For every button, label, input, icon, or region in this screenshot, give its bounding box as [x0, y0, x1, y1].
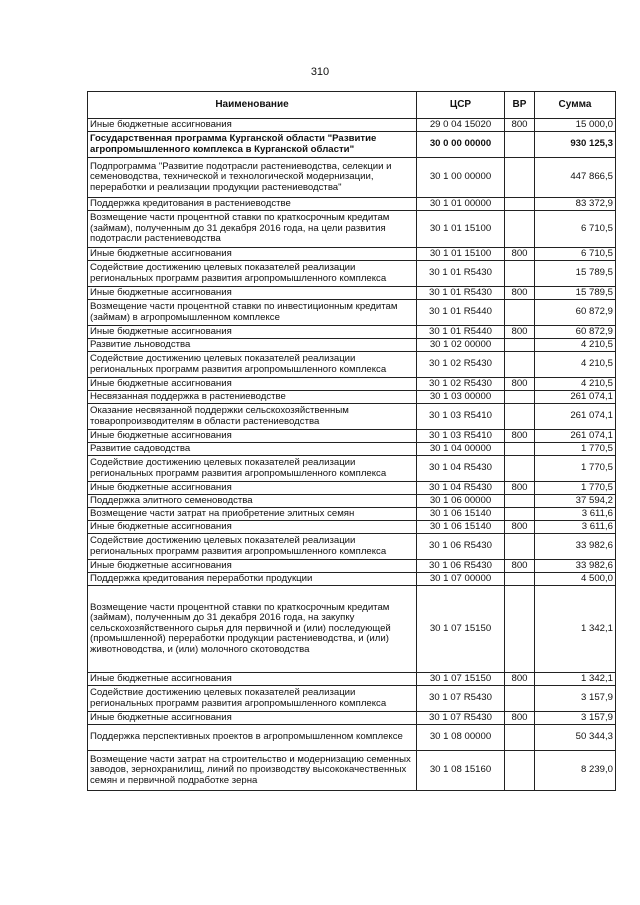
table-row — [88, 573, 616, 586]
table-row — [88, 339, 616, 352]
table-body — [88, 119, 616, 791]
name-cell: Развитие садоводства — [88, 443, 417, 456]
name-cell: Иные бюджетные ассигнования — [88, 248, 417, 261]
name-cell: Подпрограмма "Развитие подотрасли растениеводства, селекции и семеноводства, технической и технологической модернизации, переработки и реализации продукции растениеводства" — [88, 158, 417, 198]
vr-cell — [505, 751, 535, 791]
table-row — [88, 456, 616, 482]
csr-cell: 30 1 01 R5440 — [417, 300, 505, 326]
csr-cell: 30 1 03 R5410 — [417, 404, 505, 430]
csr-cell: 30 1 02 R5430 — [417, 352, 505, 378]
name-cell: Иные бюджетные ассигнования — [88, 560, 417, 573]
table-row — [88, 495, 616, 508]
sum-cell: 4 500,0 — [535, 573, 616, 586]
sum-cell: 8 239,0 — [535, 751, 616, 791]
vr-cell: 800 — [505, 248, 535, 261]
sum-cell: 50 344,3 — [535, 725, 616, 751]
csr-cell: 30 1 03 R5410 — [417, 430, 505, 443]
csr-cell: 30 1 08 00000 — [417, 725, 505, 751]
csr-cell: 30 1 01 R5430 — [417, 287, 505, 300]
csr-cell: 30 1 07 00000 — [417, 573, 505, 586]
vr-cell — [505, 443, 535, 456]
table-row — [88, 430, 616, 443]
budget-table — [87, 91, 616, 791]
sum-cell: 6 710,5 — [535, 211, 616, 248]
csr-cell: 30 1 02 00000 — [417, 339, 505, 352]
sum-cell: 261 074,1 — [535, 404, 616, 430]
sum-cell: 930 125,3 — [535, 132, 616, 158]
table-row — [88, 686, 616, 712]
name-cell: Поддержка кредитования в растениеводстве — [88, 198, 417, 211]
sum-cell: 6 710,5 — [535, 248, 616, 261]
sum-cell: 3 157,9 — [535, 686, 616, 712]
vr-cell: 800 — [505, 712, 535, 725]
vr-cell: 800 — [505, 521, 535, 534]
sum-cell: 4 210,5 — [535, 339, 616, 352]
vr-cell: 800 — [505, 287, 535, 300]
csr-cell: 30 1 01 15100 — [417, 248, 505, 261]
vr-cell — [505, 211, 535, 248]
table-row — [88, 352, 616, 378]
vr-cell: 800 — [505, 326, 535, 339]
csr-cell: 29 0 04 15020 — [417, 119, 505, 132]
table-row — [88, 751, 616, 791]
vr-cell — [505, 495, 535, 508]
vr-cell: 800 — [505, 482, 535, 495]
csr-cell: 30 1 01 R5430 — [417, 261, 505, 287]
name-cell: Содействие достижению целевых показателей реализации региональных программ развития агропромышленного комплекса — [88, 261, 417, 287]
name-cell: Поддержка кредитования переработки продукции — [88, 573, 417, 586]
header-sum: Сумма — [535, 92, 616, 119]
csr-cell: 30 1 06 15140 — [417, 521, 505, 534]
sum-cell: 1 770,5 — [535, 443, 616, 456]
table-row — [88, 119, 616, 132]
table-row — [88, 261, 616, 287]
sum-cell: 83 372,9 — [535, 198, 616, 211]
sum-cell: 15 000,0 — [535, 119, 616, 132]
vr-cell: 800 — [505, 378, 535, 391]
csr-cell: 30 1 04 00000 — [417, 443, 505, 456]
sum-cell: 37 594,2 — [535, 495, 616, 508]
name-cell: Иные бюджетные ассигнования — [88, 326, 417, 339]
table-header-row — [88, 92, 616, 119]
csr-cell: 30 1 01 00000 — [417, 198, 505, 211]
sum-cell: 3 611,6 — [535, 521, 616, 534]
vr-cell — [505, 198, 535, 211]
csr-cell: 30 1 06 R5430 — [417, 560, 505, 573]
sum-cell: 15 789,5 — [535, 287, 616, 300]
table-row — [88, 443, 616, 456]
sum-cell: 33 982,6 — [535, 560, 616, 573]
name-cell: Поддержка перспективных проектов в агропромышленном комплексе — [88, 725, 417, 751]
name-cell: Возмещение части затрат на приобретение элитных семян — [88, 508, 417, 521]
vr-cell — [505, 586, 535, 673]
page-number: 310 — [310, 66, 330, 78]
name-cell: Иные бюджетные ассигнования — [88, 521, 417, 534]
csr-cell: 30 1 04 R5430 — [417, 482, 505, 495]
vr-cell — [505, 456, 535, 482]
vr-cell — [505, 508, 535, 521]
sum-cell: 261 074,1 — [535, 391, 616, 404]
table-row — [88, 534, 616, 560]
name-cell: Содействие достижению целевых показателей реализации региональных программ развития агропромышленного комплекса — [88, 456, 417, 482]
table-row — [88, 508, 616, 521]
vr-cell: 800 — [505, 673, 535, 686]
header-vr: ВР — [505, 92, 535, 119]
vr-cell — [505, 300, 535, 326]
vr-cell — [505, 391, 535, 404]
csr-cell: 30 0 00 00000 — [417, 132, 505, 158]
table-row — [88, 404, 616, 430]
sum-cell: 261 074,1 — [535, 430, 616, 443]
sum-cell: 3 611,6 — [535, 508, 616, 521]
vr-cell — [505, 352, 535, 378]
sum-cell: 1 342,1 — [535, 673, 616, 686]
vr-cell — [505, 404, 535, 430]
vr-cell — [505, 158, 535, 198]
sum-cell: 60 872,9 — [535, 326, 616, 339]
sum-cell: 1 770,5 — [535, 456, 616, 482]
csr-cell: 30 1 07 R5430 — [417, 712, 505, 725]
vr-cell — [505, 534, 535, 560]
name-cell: Иные бюджетные ассигнования — [88, 378, 417, 391]
csr-cell: 30 1 00 00000 — [417, 158, 505, 198]
name-cell: Иные бюджетные ассигнования — [88, 673, 417, 686]
csr-cell: 30 1 07 R5430 — [417, 686, 505, 712]
name-cell: Иные бюджетные ассигнования — [88, 712, 417, 725]
table-row — [88, 378, 616, 391]
table-row — [88, 391, 616, 404]
csr-cell: 30 1 03 00000 — [417, 391, 505, 404]
table-row — [88, 158, 616, 198]
name-cell: Иные бюджетные ассигнования — [88, 430, 417, 443]
csr-cell: 30 1 06 00000 — [417, 495, 505, 508]
csr-cell: 30 1 08 15160 — [417, 751, 505, 791]
sum-cell: 60 872,9 — [535, 300, 616, 326]
table-row — [88, 132, 616, 158]
table-row — [88, 300, 616, 326]
csr-cell: 30 1 07 15150 — [417, 586, 505, 673]
name-cell: Иные бюджетные ассигнования — [88, 287, 417, 300]
table-row — [88, 586, 616, 673]
vr-cell — [505, 725, 535, 751]
csr-cell: 30 1 01 15100 — [417, 211, 505, 248]
sum-cell: 15 789,5 — [535, 261, 616, 287]
name-cell: Содействие достижению целевых показателей реализации региональных программ развития агропромышленного комплекса — [88, 534, 417, 560]
table-row — [88, 673, 616, 686]
table-row — [88, 287, 616, 300]
sum-cell: 1 342,1 — [535, 586, 616, 673]
name-cell: Содействие достижению целевых показателей реализации региональных программ развития агропромышленного комплекса — [88, 352, 417, 378]
table-row — [88, 482, 616, 495]
header-csr: ЦСР — [417, 92, 505, 119]
vr-cell: 800 — [505, 430, 535, 443]
vr-cell: 800 — [505, 119, 535, 132]
csr-cell: 30 1 07 15150 — [417, 673, 505, 686]
table-row — [88, 560, 616, 573]
name-cell: Иные бюджетные ассигнования — [88, 119, 417, 132]
sum-cell: 1 770,5 — [535, 482, 616, 495]
name-cell: Государственная программа Курганской области "Развитие агропромышленного комплекса в Курганской области" — [88, 132, 417, 158]
sum-cell: 447 866,5 — [535, 158, 616, 198]
name-cell: Содействие достижению целевых показателей реализации региональных программ развития агропромышленного комплекса — [88, 686, 417, 712]
vr-cell — [505, 573, 535, 586]
header-name: Наименование — [88, 92, 417, 119]
csr-cell: 30 1 04 R5430 — [417, 456, 505, 482]
vr-cell — [505, 132, 535, 158]
name-cell: Иные бюджетные ассигнования — [88, 482, 417, 495]
table-row — [88, 521, 616, 534]
sum-cell: 4 210,5 — [535, 352, 616, 378]
table-row — [88, 326, 616, 339]
name-cell: Развитие льноводства — [88, 339, 417, 352]
sum-cell: 4 210,5 — [535, 378, 616, 391]
name-cell: Возмещение части процентной ставки по краткосрочным кредитам (займам), полученным до 31 декабря 2016 года, на закупку сельскохозяйственного сырья для первичной и (или) последующей (промышленной) переработки продукции растениеводства, и (или) животноводства, и (или) молочного скотоводства — [88, 586, 417, 673]
csr-cell: 30 1 06 15140 — [417, 508, 505, 521]
name-cell: Оказание несвязанной поддержки сельскохозяйственным товаропроизводителям в области растениеводства — [88, 404, 417, 430]
sum-cell: 3 157,9 — [535, 712, 616, 725]
table-row — [88, 248, 616, 261]
vr-cell — [505, 261, 535, 287]
csr-cell: 30 1 02 R5430 — [417, 378, 505, 391]
table-row — [88, 712, 616, 725]
csr-cell: 30 1 01 R5440 — [417, 326, 505, 339]
csr-cell: 30 1 06 R5430 — [417, 534, 505, 560]
name-cell: Возмещение части процентной ставки по краткосрочным кредитам (займам), полученным до 31 декабря 2016 года, на цели развития подотрасли растениеводства — [88, 211, 417, 248]
table-row — [88, 211, 616, 248]
name-cell: Возмещение части процентной ставки по инвестиционным кредитам (займам) в агропромышленном комплексе — [88, 300, 417, 326]
name-cell: Возмещение части затрат на строительство и модернизацию семенных заводов, зернохранилищ, линий по производству высококачественных семян и первичной подработке зерна — [88, 751, 417, 791]
table-row — [88, 198, 616, 211]
sum-cell: 33 982,6 — [535, 534, 616, 560]
name-cell: Несвязанная поддержка в растениеводстве — [88, 391, 417, 404]
vr-cell: 800 — [505, 560, 535, 573]
vr-cell — [505, 339, 535, 352]
vr-cell — [505, 686, 535, 712]
name-cell: Поддержка элитного семеноводства — [88, 495, 417, 508]
table-row — [88, 725, 616, 751]
